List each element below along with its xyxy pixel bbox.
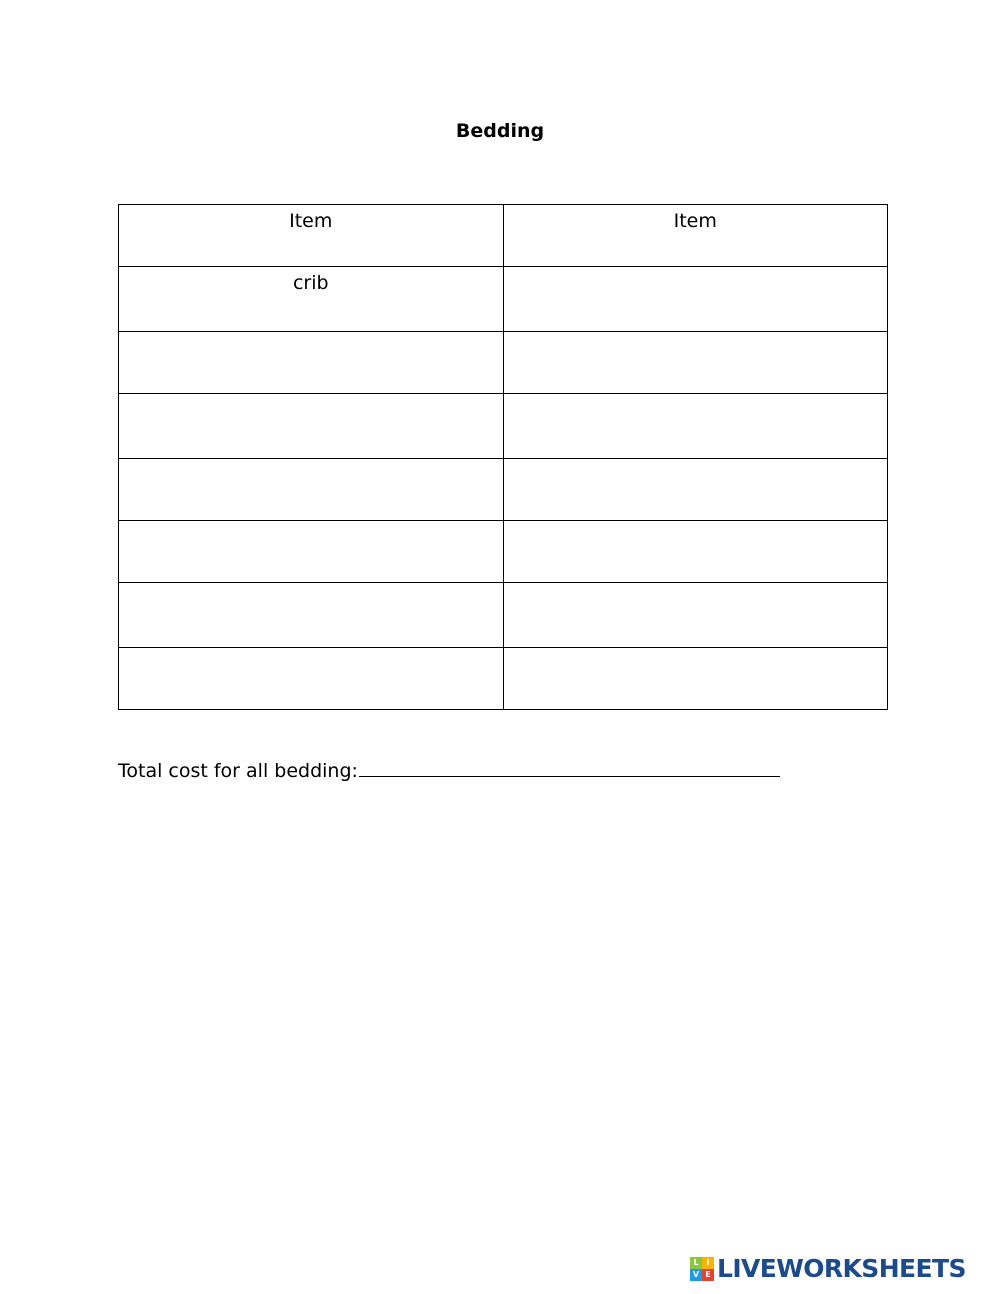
table-cell[interactable] (503, 648, 888, 710)
table-row (119, 267, 888, 332)
table-cell[interactable] (503, 459, 888, 521)
table-row (119, 459, 888, 521)
column-header-item: Item (119, 205, 504, 267)
table-cell[interactable] (119, 648, 504, 710)
table-row (119, 332, 888, 394)
total-cost-blank[interactable] (359, 756, 780, 777)
table-cell[interactable] (119, 332, 504, 394)
table-row (119, 394, 888, 459)
liveworksheets-logo (690, 1252, 966, 1286)
worksheet-title: Bedding (455, 120, 545, 142)
table-cell[interactable] (503, 267, 888, 332)
table-cell[interactable] (503, 332, 888, 394)
logo-wordmark: LIVEWORKSHEETS (717, 1254, 966, 1283)
table-header-row (119, 205, 888, 267)
bedding-table (118, 204, 888, 710)
table-cell[interactable] (119, 459, 504, 521)
table-cell[interactable] (503, 583, 888, 648)
table-cell[interactable] (503, 394, 888, 459)
total-cost-line (118, 756, 780, 784)
table-row (119, 648, 888, 710)
table-row (119, 521, 888, 583)
table-cell[interactable] (119, 583, 504, 648)
table-cell[interactable]: crib (119, 267, 504, 332)
table-cell[interactable] (119, 521, 504, 583)
total-cost-label: Total cost for all bedding: (118, 760, 358, 782)
table-cell[interactable] (119, 394, 504, 459)
column-header-item: Item (503, 205, 888, 267)
logo-blocks-icon: L I V E (690, 1257, 714, 1281)
table-row (119, 583, 888, 648)
table-cell[interactable] (503, 521, 888, 583)
